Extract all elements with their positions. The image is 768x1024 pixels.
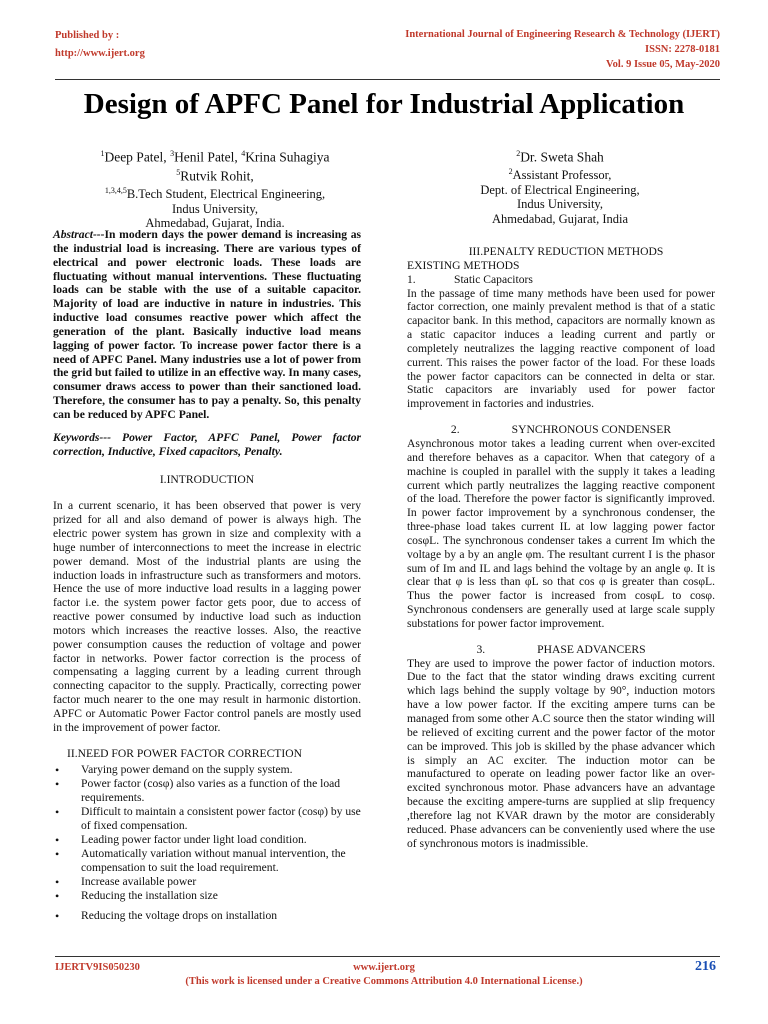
phase-advancers-heading: 3. PHASE ADVANCERS [476,642,646,656]
footer-site-link[interactable]: www.ijert.org [353,962,415,973]
static-capacitors-heading: 1. Static Capacitors [407,272,533,286]
footer-divider [55,956,720,957]
phase-advancers-text: They are used to improve the power factor of induction motors. Due to the fact that the stator winding draws exciting current which lags behind the supply voltage by 90°, induction motors have a low power factor. If the exciting ampere turns can be managed from some other A.C source then the stator winding will be relieved of exciting current and the power factor of the motor can be improved. This job is skilled by the phase advancer which is simply an AC exciter. The induction motor can be manufactured to operate on leading power factor like an over-excited synchronous motor. Phase advancers have an advantage because the exciting ampere-turns are supplied at slip frequency ,therefore lag not KVAR drawn by the motor are considerably reduced. Phase advancers can be conveniently used where the use of synchronous motors is inadmissible. [407,656,715,850]
authors-left-block [55,146,375,231]
page-header-right [405,27,720,72]
list-item: • Reducing the voltage drops on installation [53,909,361,923]
synchronous-condenser-text: Asynchronous motor takes a leading current when over-excited and therefore behaves as a capacitor. When that category of a machine is coupled in parallel with the supply it takes a leading current which partly neutralizes the lagging reactive component of the load. Therefore the power factor is significantly improved. In power factor improvement by a synchronous condenser, the three-phase load takes current IL at low lagging power factor cosφL. The synchronous condenser takes a current Im which the voltage by a by an angle φm. The resultant current I is the phasor sum of Im and IL and lags behind the voltage by an angle φ. It is clear that φ is less than φL so that cos φ is greater than cosφL. Thus the power factor is increased from cosφL to cosφ. Synchronous condensers are generally used at large scale supply substations for power factor improvement. [407,436,715,630]
issn: ISSN: 2278-0181 [645,44,720,55]
publisher-site-link[interactable]: http://www.ijert.org [55,48,145,59]
existing-methods-heading: EXISTING METHODS [407,258,520,272]
paper-title: Design of APFC Panel for Industrial Application [83,88,685,120]
list-item: • Difficult to maintain a consistent power factor (cosφ) by use of fixed compensation. [53,805,361,833]
list-item: • Varying power demand on the supply system. [53,763,361,777]
list-item: • Increase available power [53,875,361,889]
author-affiliation-location: Ahmedabad, Gujarat, India. [145,216,285,231]
list-item: • Automatically variation without manual intervention, the compensation to suit the load requirement. [53,847,361,875]
need-heading: II.NEED FOR POWER FACTOR CORRECTION [67,746,302,760]
list-item: • Reducing the installation size [53,889,361,903]
author-right-university: Indus University, [517,197,603,212]
journal-name: International Journal of Engineering Research & Technology (IJERT) [405,29,720,40]
right-column [407,228,715,850]
introduction-heading: I.INTRODUCTION [159,472,255,486]
license-notice: (This work is licensed under a Creative Commons Attribution 4.0 International License.) [185,976,583,987]
list-item: • Leading power factor under light load condition. [53,833,361,847]
need-list [53,763,361,923]
synchronous-condenser-heading: 2. SYNCHRONOUS CONDENSER [450,423,672,437]
author-names: $^1$Deep Patel, $^3$Henil Patel, $^4$Krina Suhagiya [100,149,330,165]
header-divider [55,79,720,80]
author-name-right: $^2$Dr. Sweta Shah [516,149,604,165]
paper-id: IJERTV9IS050230 [55,962,140,973]
author-names-2: $^5$Rutvik Rohit, [176,168,254,184]
page-number: 216 [695,959,716,974]
page-header-left [55,27,145,63]
author-right-location: Ahmedabad, Gujarat, India [491,211,629,226]
penalty-heading: III.PENALTY REDUCTION METHODS [468,245,664,258]
author-right-role: $^2$Assistant Professor, [508,167,612,183]
keywords: Keywords--- Power Factor, APFC Panel, Power factor correction, Inductive, Fixed capacitors, Penalty. [53,430,361,458]
author-affiliation-role: $^{1,3,4,5}$B.Tech Student, Electrical Engineering, [104,186,326,202]
list-item: • Power factor (cosφ) also varies as a function of the load requirements. [53,777,361,805]
authors-right-block [405,146,715,226]
introduction-text: In a current scenario, it has been observed that power is very prized for all and also demand of power is always high. The electric power system has grown in size and complexity with a huge number of interconnections to meet the increase in electric power demand. Most of the industrial plants are using the induction loads in infrastructure such as transformers and motors. Hence the use of more inductive load results in a lagging power factor i.e. the system power factor gets poor, due to access of reactive power consumed by inductive load such as induction motors which increases the reactive losses. Also, the reactive power consumption causes the reduction of voltage and power factor in networks. Power factor correction is the process of compensating a lagging current by a leading current through connecting capacitor to the supply. Practically, correcting power factor much nearer to the one may result in harmonic distortion. APFC or Automatic Power Factor control panels are mostly used in the improvement of power factor. [53,499,361,734]
static-capacitors-text: In the passage of time many methods have been used for power factor correction, one mainly prevalent method is that of a static capacitor bank. In this method, capacitors are normally known as a static capacitor induces a leading current and partly or completely neutralizes the lagging reactive component of load current. This raises the power factor of the load. For these loads the power factor capacitors can be connected in delta or star. Static capacitors are invariably used for power factor improvement in factories and industries. [407,286,715,411]
published-by-label: Published by : [55,30,120,41]
left-column [53,228,361,923]
volume-issue: Vol. 9 Issue 05, May-2020 [606,59,720,70]
abstract: Abstract---In modern days the power demand is increasing as the industrial load is increasing. There are various types of electrical and power electronic loads. These loads are fluctuating without manual interventions. These fluctuating loads can be stable with the use of a suitable capacitor. Majority of load are inductive in nature in industries. This inductive load consumes reactive power which affect the generation of the plant. Basically inductive load means lagging of power factor. To increase power factor there is a need of APFC Panel. Many industries use a lot of power from the grid but failed to utilize in an effective way. In many cases, consumer draws access to power than their sanctioned load. Therefore, the consumer has to pay a penalty. So, this penalty can be reduced by APFC Panel. [53,228,361,421]
author-right-dept: Dept. of Electrical Engineering, [480,182,640,197]
author-affiliation-university: Indus University, [172,201,258,216]
